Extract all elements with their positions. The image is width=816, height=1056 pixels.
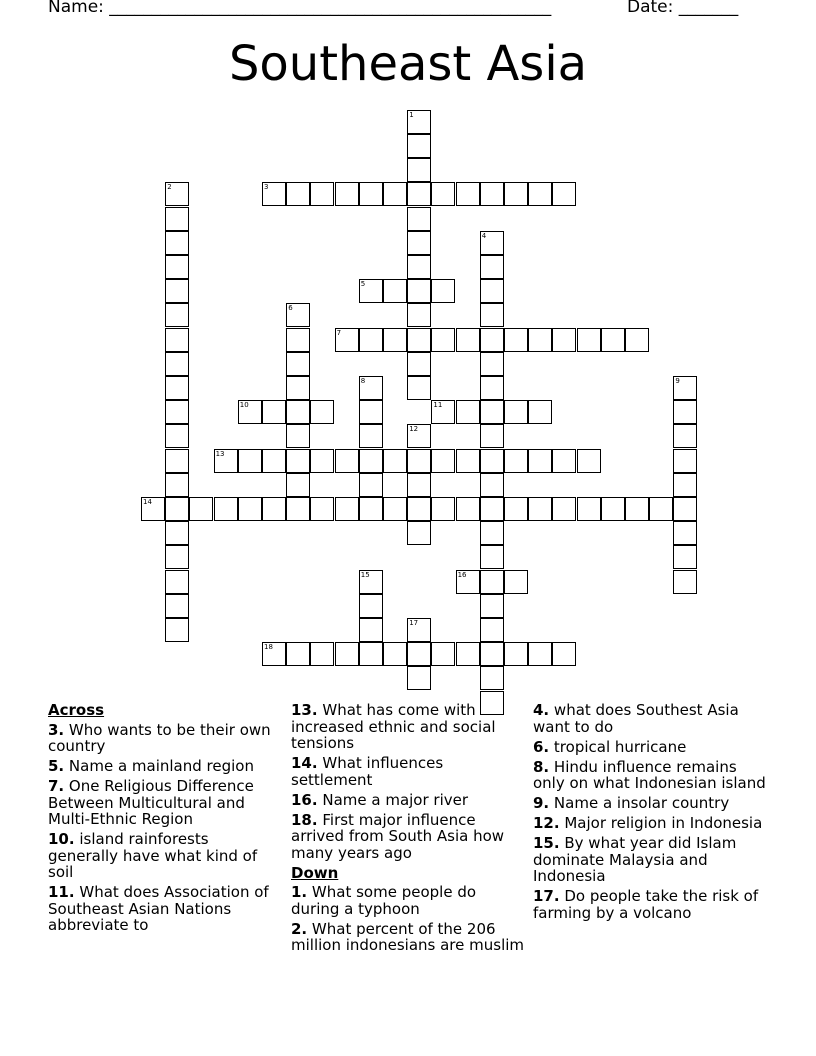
crossword-cell[interactable]	[431, 449, 455, 473]
crossword-cell[interactable]	[601, 328, 625, 352]
crossword-cell[interactable]	[673, 473, 697, 497]
crossword-cell[interactable]	[262, 449, 286, 473]
crossword-cell[interactable]	[359, 497, 383, 521]
across-heading: Across	[48, 701, 105, 719]
crossword-cell[interactable]	[359, 182, 383, 206]
crossword-cell[interactable]	[528, 182, 552, 206]
crossword-cell[interactable]	[552, 497, 576, 521]
crossword-cell[interactable]	[262, 182, 286, 206]
crossword-cell[interactable]	[456, 400, 480, 424]
crossword-cell[interactable]	[673, 400, 697, 424]
crossword-cell[interactable]	[407, 231, 431, 255]
crossword-cell[interactable]	[625, 497, 649, 521]
crossword-cell[interactable]	[165, 449, 189, 473]
crossword-cell[interactable]	[456, 328, 480, 352]
crossword-cell[interactable]	[504, 497, 528, 521]
crossword-cell[interactable]	[214, 497, 238, 521]
crossword-cell[interactable]	[407, 207, 431, 231]
crossword-cell[interactable]	[480, 182, 504, 206]
crossword-cell[interactable]	[165, 570, 189, 594]
crossword-cell[interactable]	[335, 328, 359, 352]
crossword-cell[interactable]	[359, 473, 383, 497]
crossword-cell[interactable]	[286, 376, 310, 400]
crossword-cell[interactable]	[165, 618, 189, 642]
crossword-cell[interactable]	[480, 449, 504, 473]
crossword-cell[interactable]	[552, 182, 576, 206]
clue-number-label: 3	[264, 183, 269, 192]
crossword-cell[interactable]	[286, 473, 310, 497]
crossword-cell[interactable]	[407, 279, 431, 303]
crossword-cell[interactable]	[528, 642, 552, 666]
crossword-cell[interactable]	[480, 279, 504, 303]
clue-column-1	[48, 702, 280, 937]
crossword-cell[interactable]	[480, 400, 504, 424]
crossword-cell[interactable]	[335, 497, 359, 521]
crossword-cell[interactable]	[456, 497, 480, 521]
crossword-cell[interactable]	[165, 207, 189, 231]
crossword-cell[interactable]	[431, 279, 455, 303]
crossword-cell[interactable]	[286, 497, 310, 521]
crossword-cell[interactable]	[552, 642, 576, 666]
crossword-cell[interactable]	[456, 182, 480, 206]
clue-number-label: 9	[675, 377, 680, 385]
crossword-cell[interactable]	[359, 449, 383, 473]
clue-number-label: 4	[481, 231, 487, 240]
clue-number-label: 5	[360, 280, 366, 289]
crossword-cell[interactable]	[552, 449, 576, 473]
crossword-cell[interactable]	[165, 328, 189, 352]
clue-across-11: 11. What does Association of Southeast Asian Nations abbreviate to	[48, 883, 269, 934]
crossword-cell[interactable]	[214, 449, 238, 473]
crossword-cell[interactable]	[407, 642, 431, 666]
crossword-cell[interactable]	[673, 376, 697, 400]
crossword-cell[interactable]	[359, 400, 383, 424]
crossword-cell[interactable]	[504, 328, 528, 352]
clue-number-label: 17	[409, 619, 419, 627]
crossword-cell[interactable]	[431, 328, 455, 352]
crossword-cell[interactable]	[165, 182, 189, 206]
crossword-cell[interactable]	[577, 449, 601, 473]
crossword-cell[interactable]	[286, 642, 310, 666]
date-blank[interactable]: _______	[678, 0, 739, 17]
clue-number-label: 8	[360, 377, 366, 385]
crossword-cell[interactable]	[383, 182, 407, 206]
clue-number-label: 11	[433, 401, 443, 410]
clue-down-2: 2. What percent of the 206 million indonesians are muslim	[291, 919, 525, 954]
crossword-cell[interactable]	[407, 255, 431, 279]
crossword-cell[interactable]	[262, 642, 286, 666]
crossword-cell[interactable]	[262, 400, 286, 424]
crossword-cell[interactable]	[407, 328, 431, 352]
crossword-cell[interactable]	[577, 328, 601, 352]
crossword-cell[interactable]	[504, 182, 528, 206]
crossword-cell[interactable]	[383, 328, 407, 352]
crossword-cell[interactable]	[407, 110, 431, 134]
crossword-cell[interactable]	[286, 449, 310, 473]
clue-down-12: 12. Major religion in Indonesia	[533, 814, 763, 832]
crossword-cell[interactable]	[359, 279, 383, 303]
crossword-cell[interactable]	[431, 182, 455, 206]
crossword-cell[interactable]	[238, 400, 262, 424]
crossword-cell[interactable]	[407, 376, 431, 400]
clue-column-2	[291, 702, 527, 957]
clue-down-17: 17. Do people take the risk of farming by a volcano	[533, 887, 759, 922]
crossword-cell[interactable]	[359, 642, 383, 666]
crossword-cell[interactable]	[286, 424, 310, 448]
page-title: Southeast Asia	[228, 36, 588, 92]
crossword-cell[interactable]	[310, 642, 334, 666]
crossword-cell[interactable]	[407, 497, 431, 521]
crossword-cell[interactable]	[165, 497, 189, 521]
crossword-cell[interactable]	[480, 303, 504, 327]
crossword-cell[interactable]	[504, 642, 528, 666]
crossword-cell[interactable]	[165, 545, 189, 569]
crossword-cell[interactable]	[480, 642, 504, 666]
crossword-cell[interactable]	[480, 352, 504, 376]
crossword-cell[interactable]	[359, 376, 383, 400]
crossword-cell[interactable]	[407, 449, 431, 473]
crossword-cell[interactable]	[407, 473, 431, 497]
crossword-cell[interactable]	[359, 328, 383, 352]
crossword-cell[interactable]	[601, 497, 625, 521]
crossword-cell[interactable]	[673, 497, 697, 521]
clue-number-label: 1	[409, 110, 414, 119]
crossword-cell[interactable]	[165, 231, 189, 255]
crossword-cell[interactable]	[335, 449, 359, 473]
crossword-cell[interactable]	[528, 449, 552, 473]
crossword-cell[interactable]	[673, 449, 697, 473]
clue-number-label: 18	[264, 643, 273, 652]
clue-across-7: 7. One Religious Difference Between Multicultural and Multi-Ethnic Region	[48, 777, 254, 828]
clue-number-label: 10	[239, 401, 249, 410]
down-heading: Down	[291, 863, 339, 882]
clue-across-13: 13. What has come with increased ethnic and social tensions	[291, 701, 496, 752]
crossword-cell[interactable]	[165, 352, 189, 376]
crossword-cell[interactable]	[383, 642, 407, 666]
crossword-cell[interactable]	[673, 545, 697, 569]
clue-number-label: 2	[167, 183, 172, 192]
crossword-cell[interactable]	[504, 570, 528, 594]
crossword-cell[interactable]	[528, 497, 552, 521]
crossword-cell[interactable]	[480, 618, 504, 642]
crossword-cell[interactable]	[165, 303, 189, 327]
crossword-cell[interactable]	[528, 328, 552, 352]
crossword-cell[interactable]	[165, 521, 189, 545]
crossword-cell[interactable]	[407, 134, 431, 158]
crossword-cell[interactable]	[625, 328, 649, 352]
crossword-cell[interactable]	[431, 497, 455, 521]
crossword-cell[interactable]	[359, 424, 383, 448]
crossword-cell[interactable]	[407, 158, 431, 182]
clue-down-9: 9. Name a insolar country	[533, 794, 730, 812]
clue-down-4: 4. what does Southest Asia want to do	[533, 701, 739, 736]
crossword-cell[interactable]	[480, 545, 504, 569]
crossword-cell[interactable]	[359, 570, 383, 594]
crossword-cell[interactable]	[480, 424, 504, 448]
crossword-cell[interactable]	[335, 642, 359, 666]
crossword-cell[interactable]	[383, 497, 407, 521]
crossword-cell[interactable]	[456, 570, 480, 594]
crossword-cell[interactable]	[504, 400, 528, 424]
name-blank[interactable]: ____________________________________________________	[109, 0, 552, 17]
clue-down-15: 15. By what year did Islam dominate Malaysia and Indonesia	[533, 834, 737, 885]
clue-number-label: 13	[215, 449, 225, 458]
crossword-cell[interactable]	[165, 255, 189, 279]
crossword-cell[interactable]	[407, 666, 431, 690]
crossword-cell[interactable]	[431, 642, 455, 666]
crossword-cell[interactable]	[528, 400, 552, 424]
crossword-cell[interactable]	[504, 449, 528, 473]
crossword-cell[interactable]	[673, 521, 697, 545]
crossword-cell[interactable]	[673, 570, 697, 594]
crossword-cell[interactable]	[165, 594, 189, 618]
crossword-cell[interactable]	[310, 449, 334, 473]
crossword-cell[interactable]	[649, 497, 673, 521]
crossword-cell[interactable]	[335, 182, 359, 206]
crossword-cell[interactable]	[165, 376, 189, 400]
crossword-cell[interactable]	[359, 618, 383, 642]
clue-number-label: 6	[288, 304, 293, 313]
crossword-cell[interactable]	[238, 497, 262, 521]
crossword-cell[interactable]	[480, 473, 504, 497]
crossword-cell[interactable]	[165, 424, 189, 448]
crossword-cell[interactable]	[383, 449, 407, 473]
crossword-cell[interactable]	[141, 497, 165, 521]
crossword-cell[interactable]	[165, 400, 189, 424]
crossword-cell[interactable]	[456, 449, 480, 473]
crossword-cell[interactable]	[480, 570, 504, 594]
crossword-cell[interactable]	[238, 449, 262, 473]
clue-number-label: 7	[336, 328, 342, 337]
crossword-cell[interactable]	[310, 182, 334, 206]
crossword-cell[interactable]	[286, 328, 310, 352]
clue-across-3: 3. Who wants to be their own country	[48, 720, 271, 755]
crossword-cell[interactable]	[480, 376, 504, 400]
clue-number-label: 16	[457, 570, 467, 579]
crossword-cell[interactable]	[286, 303, 310, 327]
crossword-cell[interactable]	[165, 473, 189, 497]
crossword-cell[interactable]	[552, 328, 576, 352]
clue-number-label: 14	[143, 498, 152, 506]
clue-across-14: 14. What influences settlement	[291, 754, 444, 789]
crossword-cell[interactable]	[165, 279, 189, 303]
clue-column-3	[533, 702, 773, 925]
crossword-cell[interactable]	[407, 424, 431, 448]
crossword-cell[interactable]	[480, 497, 504, 521]
crossword-cell[interactable]	[407, 303, 431, 327]
crossword-cell[interactable]	[189, 497, 213, 521]
clue-number-label: 12	[409, 425, 419, 434]
crossword-cell[interactable]	[407, 352, 431, 376]
crossword-cell[interactable]	[286, 352, 310, 376]
clue-across-5: 5. Name a mainland region	[48, 757, 254, 775]
crossword-cell[interactable]	[286, 182, 310, 206]
crossword-cell[interactable]	[577, 497, 601, 521]
date-label: Date:	[627, 0, 674, 17]
crossword-cell[interactable]	[431, 400, 455, 424]
crossword-cell[interactable]	[359, 594, 383, 618]
crossword-cell[interactable]	[407, 618, 431, 642]
crossword-cell[interactable]	[456, 642, 480, 666]
clue-across-16: 16. Name a major river	[291, 790, 469, 809]
clue-across-18: 18. First major influence arrived from South Asia how many years ago	[291, 810, 505, 862]
crossword-cell[interactable]	[480, 328, 504, 352]
crossword-cell[interactable]	[480, 594, 504, 618]
crossword-cell[interactable]	[480, 521, 504, 545]
crossword-cell[interactable]	[383, 279, 407, 303]
name-label: Name:	[48, 0, 104, 17]
clue-across-10: 10. island rainforests generally have what kind of soil	[48, 830, 258, 881]
crossword-cell[interactable]	[310, 400, 334, 424]
crossword-cell[interactable]	[286, 400, 310, 424]
crossword-cell[interactable]	[480, 666, 504, 690]
clue-down-1: 1. What some people do during a typhoon	[291, 883, 477, 918]
crossword-cell[interactable]	[480, 255, 504, 279]
crossword-cell[interactable]	[673, 424, 697, 448]
crossword-cell[interactable]	[407, 521, 431, 545]
clue-down-6: 6. tropical hurricane	[533, 737, 687, 756]
crossword-cell[interactable]	[310, 497, 334, 521]
crossword-cell[interactable]	[262, 497, 286, 521]
clue-down-8: 8. Hindu influence remains only on what Indonesian island	[533, 757, 766, 792]
crossword-cell[interactable]	[407, 182, 431, 206]
crossword-cell[interactable]	[480, 231, 504, 255]
clue-number-label: 15	[360, 570, 370, 579]
